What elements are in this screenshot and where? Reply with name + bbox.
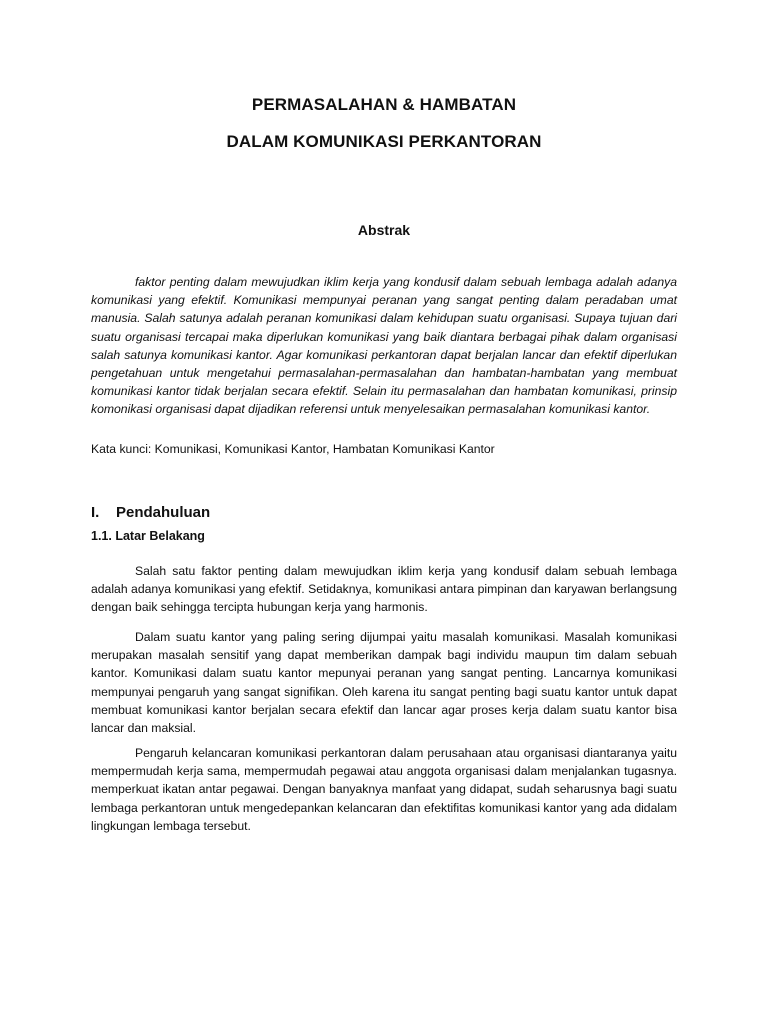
keywords: Kata kunci: Komunikasi, Komunikasi Kantor, Hambatan Komunikasi Kantor xyxy=(91,442,495,456)
section-title: Pendahuluan xyxy=(116,504,211,521)
document-title-line1: PERMASALAHAN & HAMBATAN xyxy=(251,95,517,114)
section-number: I. xyxy=(91,504,100,521)
abstract-text: faktor penting dalam mewujudkan iklim kerja yang kondusif dalam sebuah lembaga adalah adanya komunikasi yang efektif. Komunikasi mempunyai peranan yang sangat penting dalam peradaban umat manusia. Salah satunya adalah peranan komunikasi dalam kehidupan suatu organisasi. Supaya tujuan dari suatu organisasi tercapai maka diperlukan komunikasi yang baik diantara berbagai pihak dalam organisasi salah satunya komunikasi kantor. Agar komunikasi perkantoran dapat berjalan lancar dan efektif diperlukan pengetahuan untuk mengetahui permasalahan-permasalahan dan hambatan-hambatan yang membuat komunikasi kantor tidak berjalan secara efektif. Selain itu permasalahan dan hambatan komunikasi, prinsip komonikasi organisasi dapat dijadikan referensi untuk menyelesaikan permasalahan komunikasi kantor. xyxy=(91,275,677,417)
abstract-heading: Abstrak xyxy=(357,222,411,238)
document-title-line2: DALAM KOMUNIKASI PERKANTORAN xyxy=(226,132,542,151)
paragraph-2: Dalam suatu kantor yang paling sering dijumpai yaitu masalah komunikasi. Masalah komunikasi merupakan masalah sensitif yang dapat memberikan dampak bagi individu maupun tim dalam sebuah kantor. Komunikasi dalam suatu kantor mepunyai peranan yang sangat penting. Lancarnya komunikasi mempunyai pengaruh yang sangat signifikan. Oleh karena itu sangat penting bagi suatu kantor untuk dapat membuat komunikasi kantor berjalan secara efektif dan lancar agar proses kerja dalam suatu kantor bisa lancar dan maksial. xyxy=(91,630,677,736)
paragraph-3: Pengaruh kelancaran komunikasi perkantoran dalam perusahaan atau organisasi diantaranya yaitu mempermudah kerja sama, mempermudah pegawai atau anggota organisasi dalam menjalankan tugasnya. memperkuat ikatan antar pegawai. Dengan banyaknya manfaat yang didapat, sudah seharusnya bagi suatu lembaga perkantoran untuk mengedepankan kelancaran dan efektifitas komunikasi kantor yang ada didalam lingkungan lembaga tersebut. xyxy=(91,746,677,833)
paragraph-1: Salah satu faktor penting dalam mewujudkan iklim kerja yang kondusif dalam sebuah lembaga adalah adanya komunikasi yang efektif. Setidaknya, komunikasi antara pimpinan dan karyawan berlangsung dengan baik sehingga tercipta hubungan kerja yang harmonis. xyxy=(91,564,677,615)
subsection-heading: 1.1. Latar Belakang xyxy=(91,529,205,543)
section-heading xyxy=(91,504,210,521)
